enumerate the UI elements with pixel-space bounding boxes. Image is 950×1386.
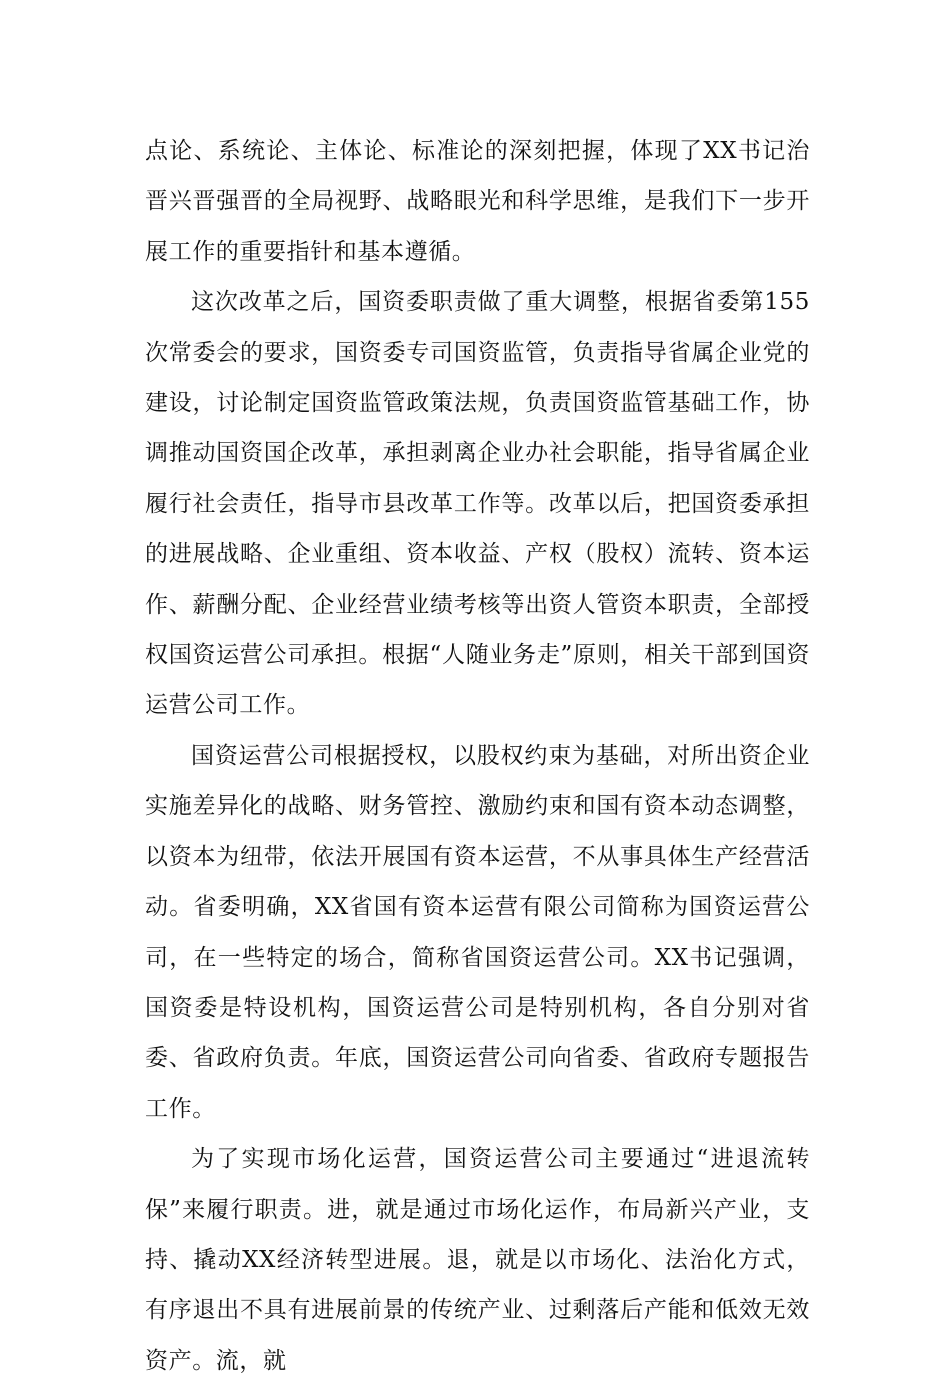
paragraph-market-operation: 为了实现市场化运营，国资运营公司主要通过“进退流转保”来履行职责。进，就是通过市场化运作，布局新兴产业，支持、撬动XX经济转型进展。退，就是以市场化、法治化方式，有序退出不具有进展前景的传统产业、过剩落后产能和低效无效资产。流，就 xyxy=(145,1146,810,1374)
paragraph-operating-company: 国资运营公司根据授权，以股权约束为基础，对所出资企业实施差异化的战略、财务管控、激励约束和国有资本动态调整，以资本为纽带，依法开展国有资本运营，不从事具体生产经营活动。省委明确，XX省国有资本运营有限公司简称为国资运营公司，在一些特定的场合，简称省国资运营公司。XX书记强调，国资委是特设机构，国资运营公司是特别机构，各自分别对省委、省政府负责。年底，国资运营公司向省委、省政府专题报告工作。 xyxy=(145,742,810,1122)
paragraph-continuation: 点论、系统论、主体论、标准论的深刻把握，体现了XX书记治晋兴晋强晋的全局视野、战略眼光和科学思维，是我们下一步开展工作的重要指针和基本遵循。 xyxy=(145,138,810,265)
document-body xyxy=(145,126,810,1386)
paragraph-reform-duties: 这次改革之后，国资委职责做了重大调整，根据省委第155次常委会的要求，国资委专司国资监管，负责指导省属企业党的建设，讨论制定国资监管政策法规，负责国资监管基础工作，协调推动国资国企改革，承担剥离企业办社会职能，指导省属企业履行社会责任，指导市县改革工作等。改革以后，把国资委承担的进展战略、企业重组、资本收益、产权（股权）流转、资本运作、薪酬分配、企业经营业绩考核等出资人管资本职责，全部授权国资运营公司承担。根据“人随业务走”原则，相关干部到国资运营公司工作。 xyxy=(145,289,810,719)
